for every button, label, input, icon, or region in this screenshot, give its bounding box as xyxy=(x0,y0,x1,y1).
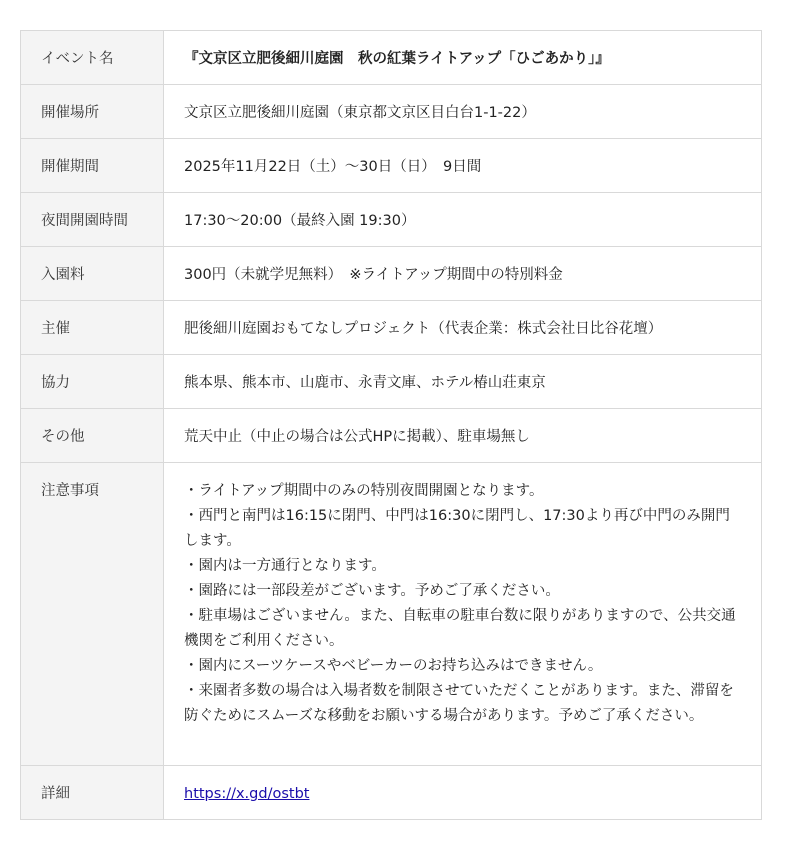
table-row xyxy=(21,766,762,820)
row-value-event-name: 『文京区立肥後細川庭園 秋の紅葉ライトアップ「ひごあかり」』 xyxy=(164,31,762,85)
row-value-night-hours: 17:30～20:00（最終入園 19:30） xyxy=(164,193,762,247)
event-info-table xyxy=(20,30,762,820)
row-label-other: その他 xyxy=(21,409,164,463)
table-row xyxy=(21,463,762,766)
table-row xyxy=(21,31,762,85)
row-value-notes xyxy=(164,463,762,766)
row-value-cooperation: 熊本県、熊本市、山鹿市、永青文庫、ホテル椿山荘東京 xyxy=(164,355,762,409)
event-info-container xyxy=(20,30,762,820)
list-item: ・園内にスーツケースやベビーカーのお持ち込みはできません。 xyxy=(184,658,603,674)
row-label-organizer: 主催 xyxy=(21,301,164,355)
table-row xyxy=(21,409,762,463)
details-link[interactable]: https://x.gd/ostbt xyxy=(184,786,310,802)
list-item: ・ライトアップ期間中のみの特別夜間開園となります。 xyxy=(184,483,544,499)
row-value-period: 2025年11月22日（土）～30日（日） 9日間 xyxy=(164,139,762,193)
table-row xyxy=(21,355,762,409)
table-row xyxy=(21,85,762,139)
row-label-period: 開催期間 xyxy=(21,139,164,193)
row-value-details xyxy=(164,766,762,820)
row-label-notes: 注意事項 xyxy=(21,463,164,766)
row-value-other: 荒天中止（中止の場合は公式HPに掲載）、駐車場無し xyxy=(164,409,762,463)
row-label-night-hours: 夜間開園時間 xyxy=(21,193,164,247)
table-row xyxy=(21,139,762,193)
row-value-organizer: 肥後細川庭園おもてなしプロジェクト（代表企業：株式会社日比谷花壇） xyxy=(164,301,762,355)
list-item: ・園路には一部段差がございます。予めご了承ください。 xyxy=(184,583,560,599)
list-item: ・駐車場はございません。また、自転車の駐車台数に限りがありますので、公共交通機関をご利用ください。 xyxy=(184,608,736,649)
row-label-details: 詳細 xyxy=(21,766,164,820)
row-label-cooperation: 協力 xyxy=(21,355,164,409)
table-row xyxy=(21,247,762,301)
list-item: ・西門と南門は16:15に閉門、中門は16:30に閉門し、17:30より再び中門のみ開門します。 xyxy=(184,508,730,549)
list-item: ・園内は一方通行となります。 xyxy=(184,558,386,574)
row-value-admission: 300円（未就学児無料） ※ライトアップ期間中の特別料金 xyxy=(164,247,762,301)
table-row xyxy=(21,193,762,247)
row-label-admission: 入園料 xyxy=(21,247,164,301)
list-item: ・来園者多数の場合は入場者数を制限させていただくことがあります。また、滞留を防ぐためにスムーズな移動をお願いする場合があります。予めご了承ください。 xyxy=(184,683,734,724)
row-value-venue: 文京区立肥後細川庭園（東京都文京区目白台1-1-22） xyxy=(164,85,762,139)
row-label-event-name: イベント名 xyxy=(21,31,164,85)
notes-list xyxy=(184,479,741,729)
table-row xyxy=(21,301,762,355)
row-label-venue: 開催場所 xyxy=(21,85,164,139)
